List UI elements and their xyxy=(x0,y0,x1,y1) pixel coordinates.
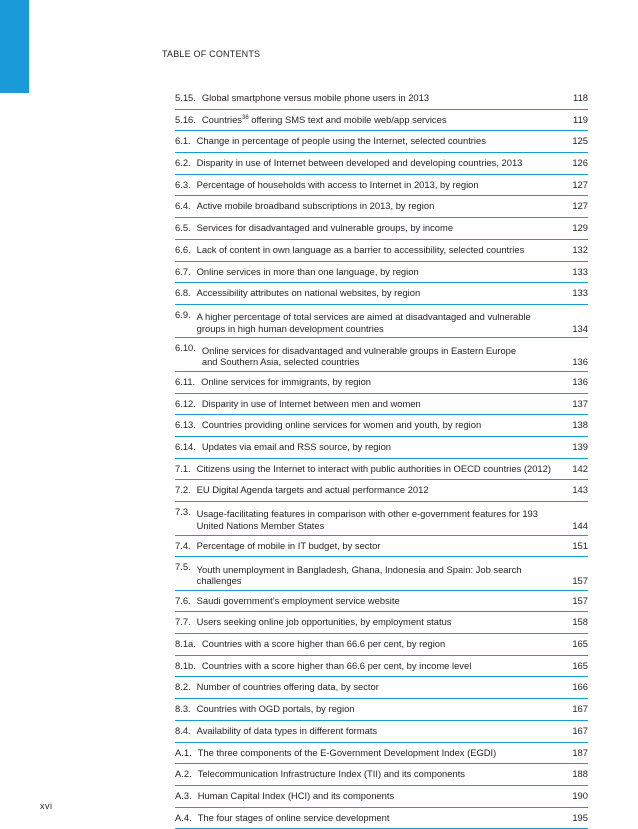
toc-entry-title: A higher percentage of total services are aimed at disadvantaged and vulnerable groups in high human development countries xyxy=(196,311,531,334)
toc-entry-number: 7.3. xyxy=(175,506,191,517)
toc-entry[interactable] xyxy=(175,88,588,110)
toc-entry-title: Percentage of mobile in IT budget, by sector xyxy=(196,539,381,551)
toc-entry-number: 6.14. xyxy=(175,440,196,452)
page-header: TABLE OF CONTENTS xyxy=(162,49,261,59)
toc-entry[interactable] xyxy=(175,437,588,459)
toc-entry-title: Telecommunication Infrastructure Index (TII) and its components xyxy=(197,768,465,780)
toc-entry-title: Countries with a score higher than 66.6 per cent, by income level xyxy=(201,659,472,671)
toc-entry-title: Services for disadvantaged and vulnerable groups, by income xyxy=(196,222,454,234)
toc-entry-page: 187 xyxy=(572,746,588,758)
toc-entry-number: 7.5. xyxy=(175,561,191,573)
toc-entry-number: 6.8. xyxy=(175,287,191,299)
toc-entry-number: 6.7. xyxy=(175,265,191,277)
toc-entry-page: 137 xyxy=(572,397,588,409)
toc-entry-title: Updates via email and RSS source, by region xyxy=(201,440,392,452)
toc-entry-title: Youth unemployment in Bangladesh, Ghana, Indonesia and Spain: Job search challenges xyxy=(196,563,522,587)
toc-entry[interactable] xyxy=(175,394,588,416)
toc-entry[interactable] xyxy=(175,699,588,721)
toc-entry-number: 6.12. xyxy=(175,397,196,409)
toc-entry-number: 6.11. xyxy=(175,375,196,387)
toc-entry-number: 5.16. xyxy=(175,113,196,125)
toc-entry-page: 143 xyxy=(572,484,588,496)
toc-entry-page: 118 xyxy=(573,92,588,103)
toc-entry-page: 127 xyxy=(572,200,588,212)
toc-entry-page: 136 xyxy=(572,375,588,387)
toc-entry[interactable] xyxy=(175,656,588,678)
toc-entry-page: 138 xyxy=(572,419,588,431)
toc-entry-number: 8.2. xyxy=(175,681,191,693)
toc-entry[interactable] xyxy=(175,283,588,305)
toc-entry-page: 133 xyxy=(572,287,588,299)
toc-entry[interactable] xyxy=(175,262,588,284)
toc-entry-title: EU Digital Agenda targets and actual performance 2012 xyxy=(196,484,429,496)
toc-entry[interactable] xyxy=(175,480,588,502)
toc-entry-page: 133 xyxy=(572,265,588,277)
toc-entry-number: A.2. xyxy=(175,768,192,780)
toc-entry[interactable] xyxy=(175,786,588,808)
toc-entry[interactable] xyxy=(175,153,588,175)
toc-entry-title: Availability of data types in different formats xyxy=(196,724,378,736)
toc-entry[interactable] xyxy=(175,721,588,743)
toc-entry-title: Number of countries offering data, by sector xyxy=(196,681,379,693)
toc-entry[interactable] xyxy=(175,196,588,218)
toc-entry-number: 7.7. xyxy=(175,616,191,628)
toc-entry-title: Online services in more than one language, by region xyxy=(196,265,419,277)
toc-entry-number: 6.10. xyxy=(175,342,196,354)
toc-entry[interactable] xyxy=(175,536,588,558)
toc-entry-title: Online services for immigrants, by region xyxy=(201,375,372,387)
toc-entry-title: Active mobile broadband subscriptions in 2013, by region xyxy=(196,200,435,212)
toc-entry-number: A.1. xyxy=(175,746,192,758)
toc-entry[interactable] xyxy=(175,591,588,613)
toc-entry[interactable] xyxy=(175,305,588,339)
toc-entry[interactable] xyxy=(175,557,588,591)
toc-entry-page: 165 xyxy=(572,659,588,671)
toc-entry-title: Users seeking online job opportunities, by employment status xyxy=(196,616,452,628)
toc-entry-title: Global smartphone versus mobile phone users in 2013 xyxy=(201,92,430,103)
toc-entry-title: Accessibility attributes on national websites, by region xyxy=(196,287,421,299)
toc-entry-page: 165 xyxy=(572,638,588,650)
toc-entry-number: 7.6. xyxy=(175,594,191,606)
toc-entry-number: 8.4. xyxy=(175,724,191,736)
toc-entry-page: 144 xyxy=(572,519,588,531)
toc-entry[interactable] xyxy=(175,677,588,699)
toc-entry-page: 142 xyxy=(572,462,588,474)
toc-entry-title: Percentage of households with access to Internet in 2013, by region xyxy=(196,178,479,190)
toc-entry-page: 195 xyxy=(572,811,588,823)
toc-entry[interactable] xyxy=(175,131,588,153)
toc-entry-title: Online services for disadvantaged and vulnerable groups in Eastern Europe and Southern Asia, selected countries xyxy=(201,344,517,368)
toc-entry[interactable] xyxy=(175,415,588,437)
toc-entry-page: 188 xyxy=(572,768,588,780)
toc-entry-number: 8.1a. xyxy=(175,638,196,650)
toc-entry[interactable] xyxy=(175,612,588,634)
toc-entry-number: 7.4. xyxy=(175,539,191,551)
toc-entry-number: 8.1b. xyxy=(175,659,196,671)
toc-entry-number: 6.5. xyxy=(175,222,191,234)
toc-entry-title: Countries$^{36}$ offering SMS text and mobile web/app services xyxy=(201,113,447,125)
toc-entry-title: Saudi government’s employment service website xyxy=(196,594,400,606)
toc-entry-title: Change in percentage of people using the Internet, selected countries xyxy=(196,135,486,147)
toc-entry-page: 139 xyxy=(572,440,588,452)
toc-entry[interactable] xyxy=(175,338,588,372)
toc-entry-page: 157 xyxy=(572,575,588,587)
toc-entry-number: 6.4. xyxy=(175,200,191,212)
toc-entry-page: 119 xyxy=(573,113,588,125)
toc-entry-page: 158 xyxy=(572,616,588,628)
toc-entry[interactable] xyxy=(175,743,588,765)
toc-entry-number: 5.15. xyxy=(175,92,196,103)
toc-entry-title: Usage-facilitating features in comparison with other e-government features for 193 United Nations Member States xyxy=(196,508,538,531)
toc-entry-number: 6.2. xyxy=(175,157,191,169)
toc-entry-page: 127 xyxy=(572,178,588,190)
toc-entry-title: The four stages of online service development xyxy=(197,811,390,823)
toc-entry-page: 151 xyxy=(572,539,588,551)
toc-entry-number: 6.3. xyxy=(175,178,191,190)
toc-entry[interactable] xyxy=(175,110,588,132)
toc-entry[interactable] xyxy=(175,764,588,786)
toc-entry-page: 157 xyxy=(572,594,588,606)
toc-entry-title: Countries with OGD portals, by region xyxy=(196,703,355,715)
toc-entry-page: 129 xyxy=(572,222,588,234)
section-tab-marker xyxy=(0,0,29,93)
toc-entry-number: A.4. xyxy=(175,811,192,823)
toc-entry-number: 8.3. xyxy=(175,703,191,715)
toc-entry-page: 136 xyxy=(572,356,588,368)
toc-entry[interactable] xyxy=(175,218,588,240)
toc-entry[interactable] xyxy=(175,502,588,536)
toc-entry-number: 7.1. xyxy=(175,462,191,474)
toc-entry-page: 167 xyxy=(572,703,588,715)
toc-entry-page: 125 xyxy=(572,135,588,147)
toc-entry[interactable] xyxy=(175,372,588,394)
toc-entry-title: Lack of content in own language as a barrier to accessibility, selected countries xyxy=(196,243,525,255)
toc-entry-number: 6.1. xyxy=(175,135,191,147)
toc-list xyxy=(175,88,588,829)
toc-entry-page: 132 xyxy=(572,243,588,255)
toc-entry-page: 134 xyxy=(572,322,588,334)
toc-entry-number: 6.13. xyxy=(175,419,196,431)
toc-entry-title: Citizens using the Internet to interact with public authorities in OECD countries (2012) xyxy=(196,462,551,474)
toc-entry-page: 190 xyxy=(572,789,588,801)
toc-entry[interactable] xyxy=(175,240,588,262)
footnote-ref: 36 xyxy=(241,114,249,121)
toc-entry[interactable] xyxy=(175,175,588,197)
toc-entry-page: 166 xyxy=(572,681,588,693)
toc-entry[interactable] xyxy=(175,634,588,656)
page-number: xvi xyxy=(40,801,53,811)
toc-entry-page: 167 xyxy=(572,724,588,736)
toc-entry-title: Disparity in use of Internet between men and women xyxy=(201,397,421,409)
toc-entry-page: 126 xyxy=(572,157,588,169)
toc-entry-number: A.3. xyxy=(175,789,192,801)
toc-entry-number: 6.6. xyxy=(175,243,191,255)
toc-entry[interactable] xyxy=(175,459,588,481)
toc-entry-title: Human Capital Index (HCI) and its components xyxy=(197,789,395,801)
toc-entry-title: The three components of the E-Government Development Index (EGDI) xyxy=(197,746,497,758)
toc-entry-title: Countries with a score higher than 66.6 per cent, by region xyxy=(201,638,446,650)
toc-entry-title: Countries providing online services for women and youth, by region xyxy=(201,419,482,431)
toc-entry-number: 7.2. xyxy=(175,484,191,496)
toc-entry-title: Disparity in use of Internet between developed and developing countries, 2013 xyxy=(196,157,523,169)
toc-entry-number: 6.9. xyxy=(175,308,191,320)
